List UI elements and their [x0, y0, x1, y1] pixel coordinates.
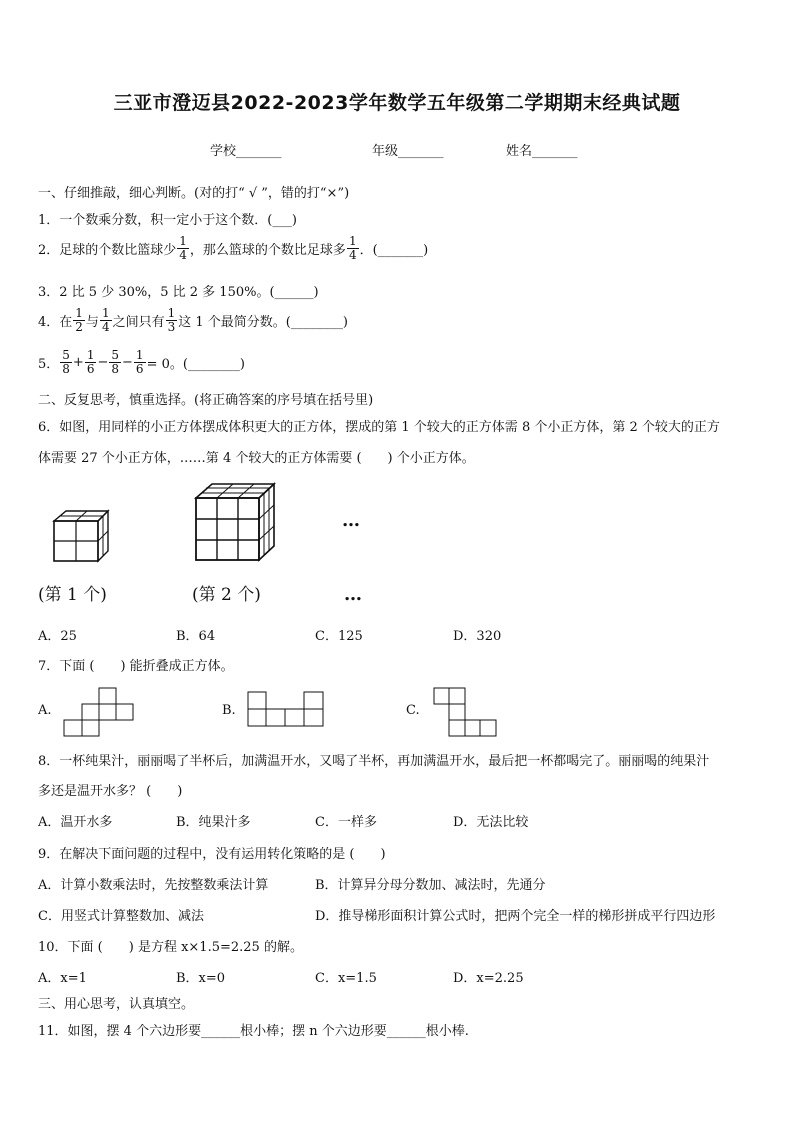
q5-fraction-1: $\frac{5}{8}$ [62, 348, 70, 376]
q2-text-pre: 2．足球的个数比篮球少 [38, 243, 177, 258]
q8-option-b: B．纯果汁多 [176, 815, 251, 830]
question-6-line-1: 6．如图，用同样的小正方体摆成体积更大的正方体，摆成的第 1 个较大的正方体需 8 个小正方体，第 2 个较大的正方 [38, 420, 720, 435]
section-1-heading: 一、仔细推敲，细心判断。(对的打“ √ ”，错的打“×”) [38, 186, 350, 201]
name-field: 姓名_______ [506, 144, 578, 159]
question-2 [38, 235, 428, 262]
question-8-line-2: 多还是温开水多？ ( ) [38, 784, 183, 799]
cube-caption-2: (第 2 个) [192, 585, 261, 605]
q2-fraction-2: $\frac{1}{4}$ [348, 234, 357, 262]
q5-op-3: − [122, 355, 133, 370]
q8-option-c: C．一样多 [315, 815, 377, 830]
school-field: 学校_______ [210, 144, 282, 159]
q5-text-post: = 0。(________) [146, 357, 246, 372]
q9-option-c: C．用竖式计算整数加、减法 [38, 909, 204, 924]
grade-field: 年级_______ [372, 144, 444, 159]
q4-text-post: 这 1 个最简分数。(________) [178, 315, 348, 330]
q5-op-2: − [97, 355, 109, 370]
cube-figure-1 [48, 505, 110, 565]
q4-text-m1: 与 [85, 315, 99, 330]
q4-fraction-3: $\frac{1}{3}$ [167, 306, 176, 334]
q2-text-mid: ，那么篮球的个数比足球多 [189, 243, 346, 258]
question-7: 7．下面 ( ) 能折叠成正方体。 [38, 659, 234, 674]
q10-option-a: A．x=1 [38, 971, 87, 986]
q6-option-b: B．64 [176, 629, 216, 644]
q4-text-pre: 4．在 [38, 315, 73, 330]
q10-option-b: B．x=0 [176, 971, 226, 986]
q9-option-d: D．推导梯形面积计算公式时，把两个完全一样的梯形拼成平行四边形 [315, 909, 716, 924]
q7-label-c: C. [406, 703, 420, 718]
sequence-dots-top: … [342, 510, 360, 531]
q7-label-b: B. [222, 703, 236, 718]
section-2-heading: 二、反复思考，慎重选择。(将正确答案的序号填在括号里) [38, 393, 374, 408]
cube-net-c [432, 686, 498, 738]
question-8-line-1: 8．一杯纯果汁，丽丽喝了半杯后，加满温开水，又喝了半杯，再加满温开水，最后把一杯都喝完了。丽丽喝的纯果汁 [38, 754, 710, 769]
question-3: 3．2 比 5 少 30%，5 比 2 多 150%。(______) [38, 285, 319, 300]
q6-option-a: A．25 [38, 629, 77, 644]
question-10: 10．下面 ( ) 是方程 x×1.5=2.25 的解。 [38, 940, 303, 955]
q7-label-a: A. [38, 703, 52, 718]
sequence-dots-bottom: … [344, 584, 362, 605]
q2-text-post: ．(_______) [359, 243, 429, 258]
q8-option-a: A．温开水多 [38, 815, 113, 830]
section-3-heading: 三、用心思考，认真填空。 [38, 997, 195, 1012]
question-6-line-2: 体需要 27 个小正方体，……第 4 个较大的正方体需要 ( ) 个小正方体。 [38, 451, 475, 466]
question-1: 1．一个数乘分数，积一定小于这个数．(___) [38, 213, 297, 228]
q9-option-b: B．计算异分母分数加、减法时，先通分 [315, 878, 546, 893]
q6-option-d: D．320 [453, 629, 502, 644]
q8-option-d: D．无法比较 [453, 815, 529, 830]
q5-fraction-2: $\frac{1}{6}$ [86, 348, 95, 376]
q10-option-c: C．x=1.5 [315, 971, 377, 986]
q2-fraction-1: $\frac{1}{4}$ [179, 234, 187, 262]
q10-option-d: D．x=2.25 [453, 971, 524, 986]
q6-option-c: C．125 [315, 629, 363, 644]
question-9: 9．在解决下面问题的过程中，没有运用转化策略的是 ( ) [38, 847, 386, 862]
page-title: 三亚市澄迈县2022-2023学年数学五年级第二学期期末经典试题 [113, 92, 681, 114]
q4-text-m2: 之间只有 [112, 315, 165, 330]
cube-caption-1: (第 1 个) [38, 585, 107, 605]
cube-net-a [62, 686, 136, 738]
q4-fraction-2: $\frac{1}{4}$ [101, 306, 110, 334]
q5-fraction-4: $\frac{1}{6}$ [135, 348, 144, 376]
question-5 [38, 349, 245, 376]
q9-option-a: A．计算小数乘法时，先按整数乘法计算 [38, 878, 269, 893]
q5-fraction-3: $\frac{5}{8}$ [111, 348, 120, 376]
question-11: 11．如图，摆 4 个六边形要______根小棒；摆 n 个六边形要______根小棒. [38, 1024, 469, 1039]
cube-figure-2 [192, 480, 276, 566]
q5-op-1: + [72, 355, 84, 370]
question-4 [38, 307, 348, 334]
cube-net-b [246, 690, 326, 728]
q4-fraction-1: $\frac{1}{2}$ [75, 306, 83, 334]
q5-text-pre: 5． [38, 357, 60, 372]
